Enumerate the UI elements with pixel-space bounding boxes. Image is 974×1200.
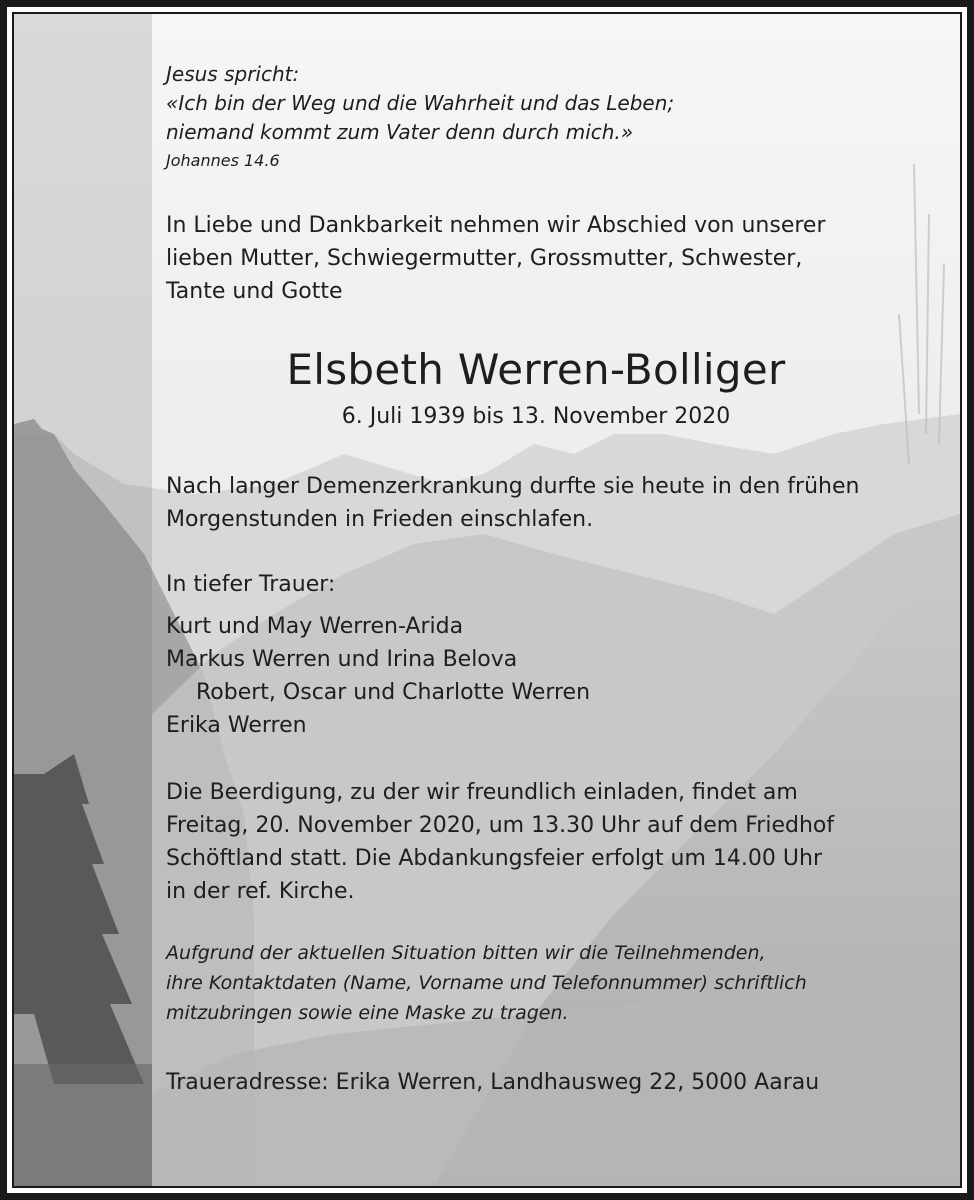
notice-line: mitzubringen sowie eine Maske zu tragen. — [166, 1002, 569, 1024]
quote-reference: Johannes 14.6 — [166, 151, 280, 170]
left-shaded-strip — [14, 14, 152, 1186]
funeral-line: in der ref. Kirche. — [166, 879, 355, 904]
mourner: Erika Werren — [166, 713, 307, 738]
quote-line: «Ich bin der Weg und die Wahrheit und das Leben; — [166, 91, 675, 115]
passing-line: Morgenstunden in Frieden einschlafen. — [166, 507, 594, 532]
funeral-line: Die Beerdigung, zu der wir freundlich einladen, findet am — [166, 780, 798, 805]
passing-line: Nach langer Demenzerkrankung durfte sie heute in den frühen — [166, 474, 860, 499]
funeral-line: Schöftland statt. Die Abdankungsfeier erfolgt um 14.00 Uhr — [166, 846, 822, 871]
quote-line: niemand kommt zum Vater denn durch mich.» — [166, 120, 634, 144]
funeral-info — [166, 776, 926, 908]
mourner: Kurt und May Werren-Arida — [166, 614, 464, 639]
mourners-heading: In tiefer Trauer: — [166, 572, 336, 597]
obituary-text — [166, 60, 926, 1099]
mourning-address: Traueradresse: Erika Werren, Landhausweg 22, 5000 Aarau — [166, 1070, 820, 1095]
farewell-line: In Liebe und Dankbarkeit nehmen wir Abschied von unserer — [166, 213, 826, 238]
notice-line: ihre Kontaktdaten (Name, Vorname und Telefonnummer) schriftlich — [166, 972, 807, 994]
mourner: Robert, Oscar und Charlotte Werren — [196, 680, 591, 705]
bible-quote — [166, 60, 926, 175]
farewell-text — [166, 209, 926, 308]
farewell-line: lieben Mutter, Schwiegermutter, Grossmutter, Schwester, — [166, 246, 803, 271]
life-dates: 6. Juli 1939 bis 13. November 2020 — [341, 404, 731, 429]
funeral-line: Freitag, 20. November 2020, um 13.30 Uhr auf dem Friedhof — [166, 813, 835, 838]
mourners-list — [166, 568, 926, 742]
passing-text — [166, 470, 926, 536]
mourner: Markus Werren und Irina Belova — [166, 647, 518, 672]
covid-notice — [166, 938, 926, 1028]
farewell-line: Tante und Gotte — [166, 279, 343, 304]
quote-intro: Jesus spricht: — [166, 62, 300, 86]
notice-line: Aufgrund der aktuellen Situation bitten wir die Teilnehmenden, — [166, 942, 766, 964]
deceased-name: Elsbeth Werren-Bolliger — [286, 345, 786, 394]
